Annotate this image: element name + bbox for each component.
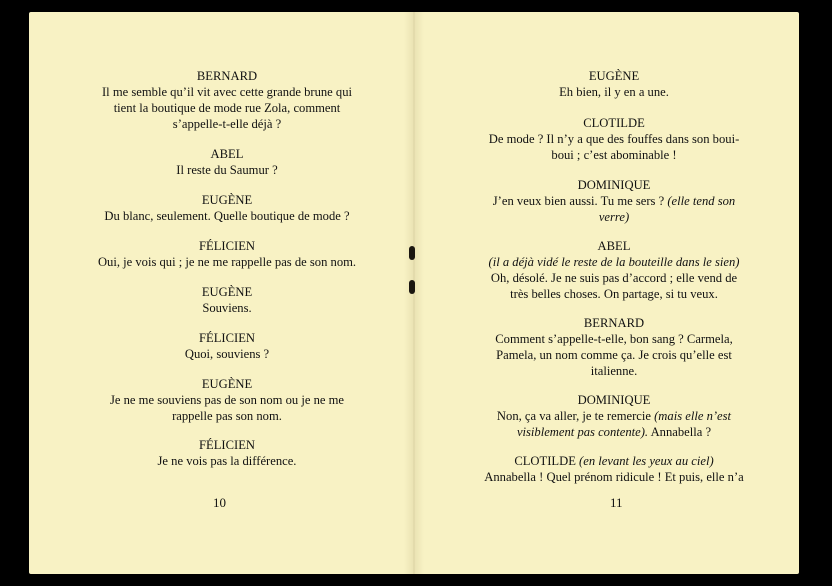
dialogue-block	[474, 315, 754, 379]
left-page-text	[87, 12, 367, 574]
speaker-name: FÉLICIEN	[199, 239, 255, 253]
page-number: 10	[213, 495, 226, 510]
binding-hole	[409, 246, 415, 260]
dialogue-text: Non, ça va aller, je te remercie	[496, 409, 651, 423]
right-page-text	[474, 12, 754, 574]
dialogue-line: italienne.	[590, 364, 638, 378]
dialogue-line: tient la boutique de mode rue Zola, comment	[113, 101, 341, 115]
dialogue-line	[474, 408, 754, 424]
dialogue-line: Je ne me souviens pas de son nom ou je ne me	[110, 393, 344, 407]
left-page	[29, 12, 414, 574]
speaker-name: EUGÈNE	[201, 285, 253, 299]
dialogue-line: Souviens.	[202, 301, 252, 315]
dialogue-line: Pamela, un nom comme ça. Je crois qu’elle est	[496, 348, 732, 362]
dialogue-line: Oh, désolé. Je ne suis pas d’accord ; elle vend de	[490, 271, 738, 285]
speaker-name: FÉLICIEN	[199, 438, 255, 452]
speaker-name: ABEL	[597, 239, 631, 253]
dialogue-line	[474, 424, 754, 440]
stage-direction: (il a déjà vidé le reste de la bouteille dans le sien)	[488, 255, 740, 269]
dialogue-line: Comment s’appelle-t-elle, bon sang ? Carmela,	[495, 332, 733, 346]
dialogue-block	[87, 68, 367, 132]
dialogue-line: Annabella ! Quel prénom ridicule ! Et puis, elle n’a	[484, 470, 744, 484]
dialogue-block	[87, 146, 367, 178]
dialogue-block	[474, 392, 754, 440]
dialogue-block	[474, 238, 754, 302]
speaker-name: ABEL	[210, 147, 244, 161]
speaker-name: BERNARD	[583, 316, 645, 330]
dialogue-block	[87, 330, 367, 362]
speaker-name: FÉLICIEN	[199, 331, 255, 345]
speaker-name: BERNARD	[196, 69, 258, 83]
dialogue-block	[87, 238, 367, 270]
dialogue-block	[87, 376, 367, 424]
speaker-name: DOMINIQUE	[577, 393, 651, 407]
speaker-name: EUGÈNE	[588, 69, 640, 83]
stage-direction: visiblement pas contente).	[516, 425, 649, 439]
speaker-name: CLOTILDE	[514, 454, 576, 468]
dialogue-block	[474, 177, 754, 225]
dialogue-block	[87, 192, 367, 224]
dialogue-block	[87, 437, 367, 469]
dialogue-block	[87, 284, 367, 316]
dialogue-block	[474, 453, 754, 485]
stage-direction: (elle tend son	[667, 194, 736, 208]
speaker-line	[474, 453, 754, 469]
stage-direction: verre)	[598, 210, 630, 224]
dialogue-line	[474, 193, 754, 209]
dialogue-line: De mode ? Il n’y a que des fouffes dans son boui-	[488, 132, 740, 146]
right-page	[414, 12, 799, 574]
binding-hole	[409, 280, 415, 294]
dialogue-line: très belles choses. On partage, si tu veux.	[510, 287, 718, 301]
dialogue-line: boui ; c’est abominable !	[551, 148, 677, 162]
dialogue-text: Annabella ?	[650, 425, 712, 439]
page-number: 11	[610, 495, 623, 510]
dialogue-block	[474, 68, 754, 100]
dialogue-line: Oui, je vois qui ; je ne me rappelle pas de son nom.	[97, 255, 357, 269]
dialogue-line: Je ne vois pas la différence.	[157, 454, 297, 468]
dialogue-line: s’appelle-t-elle déjà ?	[172, 117, 282, 131]
speaker-name: EUGÈNE	[201, 377, 253, 391]
stage-direction: (en levant les yeux au ciel)	[579, 454, 714, 468]
dialogue-line: Eh bien, il y en a une.	[559, 85, 669, 99]
dialogue-line: Quoi, souviens ?	[184, 347, 270, 361]
speaker-name: DOMINIQUE	[577, 178, 651, 192]
dialogue-line: rappelle pas son nom.	[172, 409, 282, 423]
stage-direction: (mais elle n’est	[654, 409, 732, 423]
dialogue-line: Il me semble qu’il vit avec cette grande brune qui	[101, 85, 353, 99]
speaker-name: CLOTILDE	[583, 116, 645, 130]
dialogue-line: Du blanc, seulement. Quelle boutique de mode ?	[104, 209, 350, 223]
speaker-name: EUGÈNE	[201, 193, 253, 207]
dialogue-text: J’en veux bien aussi. Tu me sers ?	[492, 194, 665, 208]
dialogue-block	[474, 115, 754, 163]
dialogue-line: Il reste du Saumur ?	[176, 163, 278, 177]
